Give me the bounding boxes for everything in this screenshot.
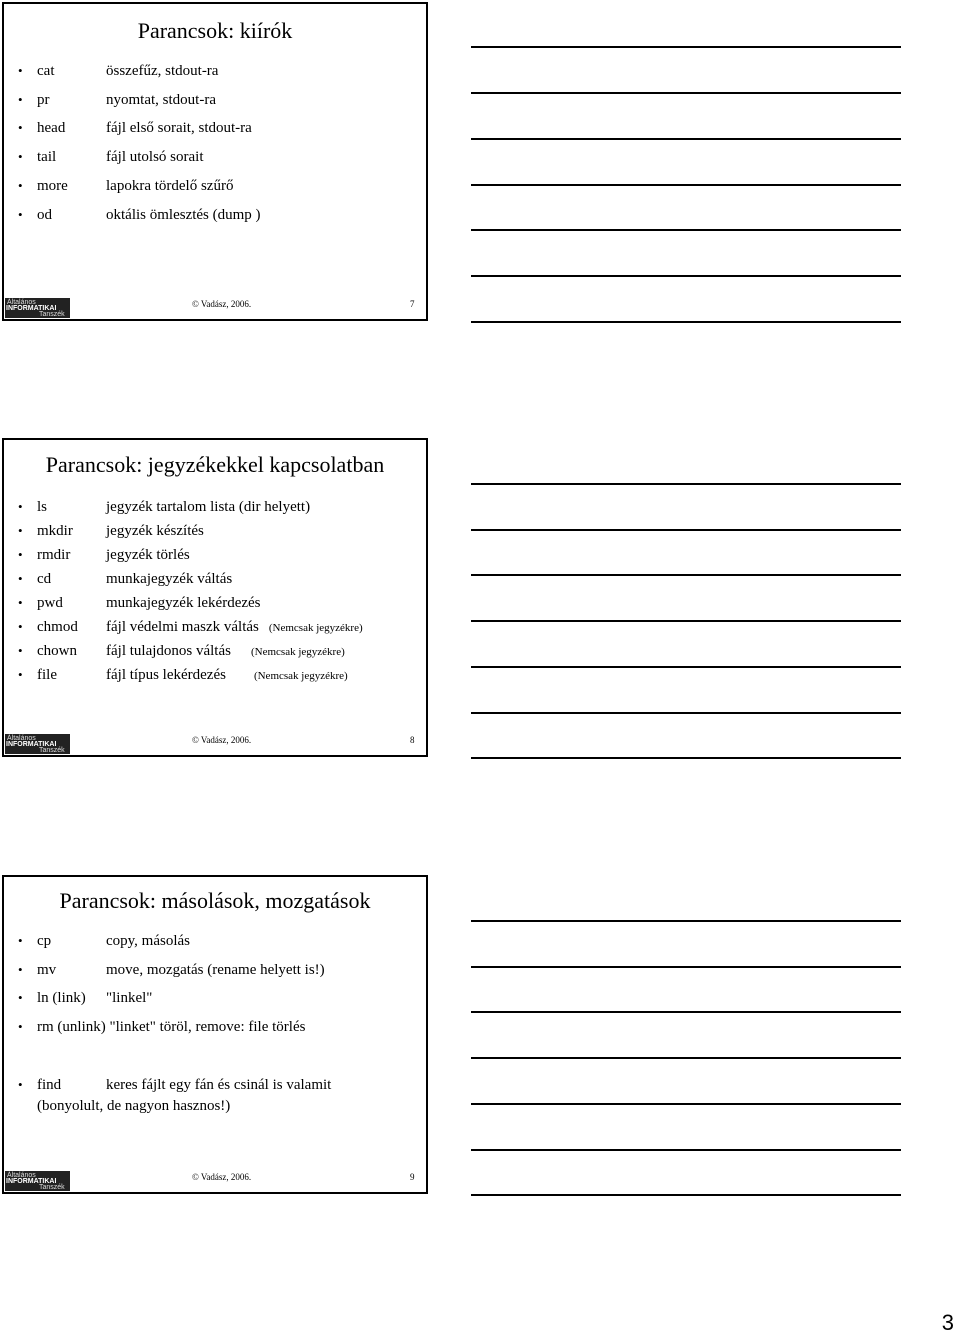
command-desc: összefűz, stdout-ra — [106, 63, 219, 79]
command-name: mkdir — [37, 523, 73, 539]
slide-title: Parancsok: jegyzékekkel kapcsolatban — [45, 452, 385, 477]
command-name: pwd — [37, 595, 63, 611]
command-desc: fájl védelmi maszk váltás (Nemcsak jegyzékre) — [106, 619, 363, 635]
command-name: cp — [37, 933, 52, 949]
department-logo: Általános INFORMATIKAI Tanszék — [5, 734, 70, 754]
bullet-icon: • — [18, 933, 23, 948]
bullet-icon: • — [18, 149, 23, 164]
note-line — [471, 1194, 901, 1196]
command-note: (Nemcsak jegyzékre) — [253, 670, 348, 682]
command-desc: fájl típus lekérdezés (Nemcsak jegyzékre) — [106, 667, 348, 683]
command-name: head — [37, 120, 66, 136]
note-line — [471, 529, 901, 531]
command-name: tail — [37, 149, 57, 165]
bullet-icon: • — [18, 962, 23, 977]
note-line — [471, 229, 901, 231]
command-name: pr — [37, 92, 50, 108]
copyright-text: © Vadász, 2006. — [192, 735, 252, 745]
command-desc: "linkel" — [106, 990, 153, 1006]
note-line — [471, 483, 901, 485]
command-name: ls — [37, 499, 48, 515]
bullet-icon: • — [18, 178, 23, 193]
slide-title: Parancsok: kiírók — [137, 18, 293, 43]
bullet-icon: • — [18, 547, 23, 562]
command-name: file — [37, 667, 57, 683]
command-desc: move, mozgatás (rename helyett is!) — [106, 962, 325, 978]
command-desc: keres fájlt egy fán és csinál is valamit — [106, 1077, 332, 1093]
command-desc: jegyzék készítés — [106, 523, 204, 539]
command-name: mv — [37, 962, 57, 978]
command-name: rmdir — [37, 547, 71, 563]
bullet-icon: • — [18, 207, 23, 222]
note-line — [471, 920, 901, 922]
slide-7 — [2, 2, 428, 321]
command-desc: oktális ömlesztés (dump ) — [106, 207, 261, 223]
command-note: (Nemcsak jegyzékre) — [250, 646, 345, 658]
note-line — [471, 666, 901, 668]
bullet-icon: • — [18, 595, 23, 610]
command-desc: copy, másolás — [106, 933, 191, 949]
bullet-icon: • — [18, 990, 23, 1005]
note-line — [471, 1057, 901, 1059]
command-desc: fájl utolsó sorait — [106, 149, 204, 165]
command-name: rm (unlink) "linket" töröl, remove: file törlés — [37, 1019, 306, 1035]
command-note: (Nemcsak jegyzékre) — [268, 622, 363, 634]
command-name: find — [37, 1077, 62, 1093]
command-desc: munkajegyzék lekérdezés — [106, 595, 261, 611]
slide-9 — [2, 875, 428, 1194]
note-line — [471, 1149, 901, 1151]
command-desc: lapokra tördelő szűrő — [106, 178, 234, 194]
slide-number: 9 — [410, 1172, 415, 1182]
bullet-icon: • — [18, 667, 23, 682]
note-line — [471, 184, 901, 186]
command-desc: jegyzék törlés — [106, 547, 190, 563]
command-desc: nyomtat, stdout-ra — [106, 92, 216, 108]
bullet-icon: • — [18, 643, 23, 658]
bullet-icon: • — [18, 619, 23, 634]
slide-number: 7 — [410, 299, 415, 309]
note-line — [471, 1103, 901, 1105]
note-line — [471, 46, 901, 48]
bullet-icon: • — [18, 1077, 23, 1092]
bullet-icon: • — [18, 499, 23, 514]
bullet-icon: • — [18, 63, 23, 78]
page-number: 3 — [941, 1310, 954, 1335]
slide-number: 8 — [410, 735, 415, 745]
command-name: chmod — [37, 619, 78, 635]
slide-title: Parancsok: másolások, mozgatások — [59, 888, 371, 913]
bullet-icon: • — [18, 120, 23, 135]
note-line — [471, 92, 901, 94]
bullet-icon: • — [18, 1019, 23, 1034]
bullet-icon: • — [18, 523, 23, 538]
note-line — [471, 574, 901, 576]
copyright-text: © Vadász, 2006. — [192, 299, 252, 309]
note-line — [471, 321, 901, 323]
command-name: ln (link) — [37, 990, 86, 1006]
command-name: chown — [37, 643, 77, 659]
bullet-icon: • — [18, 571, 23, 586]
command-desc: jegyzék tartalom lista (dir helyett) — [106, 499, 311, 515]
bullet-icon: • — [18, 92, 23, 107]
slide-8 — [2, 438, 428, 757]
command-desc: (bonyolult, de nagyon hasznos!) — [37, 1098, 231, 1114]
department-logo: Általános INFORMATIKAI Tanszék — [5, 298, 70, 318]
note-line — [471, 757, 901, 759]
note-line — [471, 966, 901, 968]
note-line — [471, 712, 901, 714]
command-name: cat — [37, 63, 55, 79]
command-name: od — [37, 207, 52, 223]
command-desc: fájl tulajdonos váltás (Nemcsak jegyzékre) — [106, 643, 345, 659]
command-name: cd — [37, 571, 52, 587]
note-line — [471, 275, 901, 277]
note-line — [471, 1011, 901, 1013]
note-line — [471, 138, 901, 140]
note-line — [471, 620, 901, 622]
command-name: more — [37, 178, 68, 194]
command-desc: fájl első sorait, stdout-ra — [106, 120, 252, 136]
department-logo: Általános INFORMATIKAI Tanszék — [5, 1171, 70, 1191]
copyright-text: © Vadász, 2006. — [192, 1172, 252, 1182]
command-desc: munkajegyzék váltás — [106, 571, 233, 587]
